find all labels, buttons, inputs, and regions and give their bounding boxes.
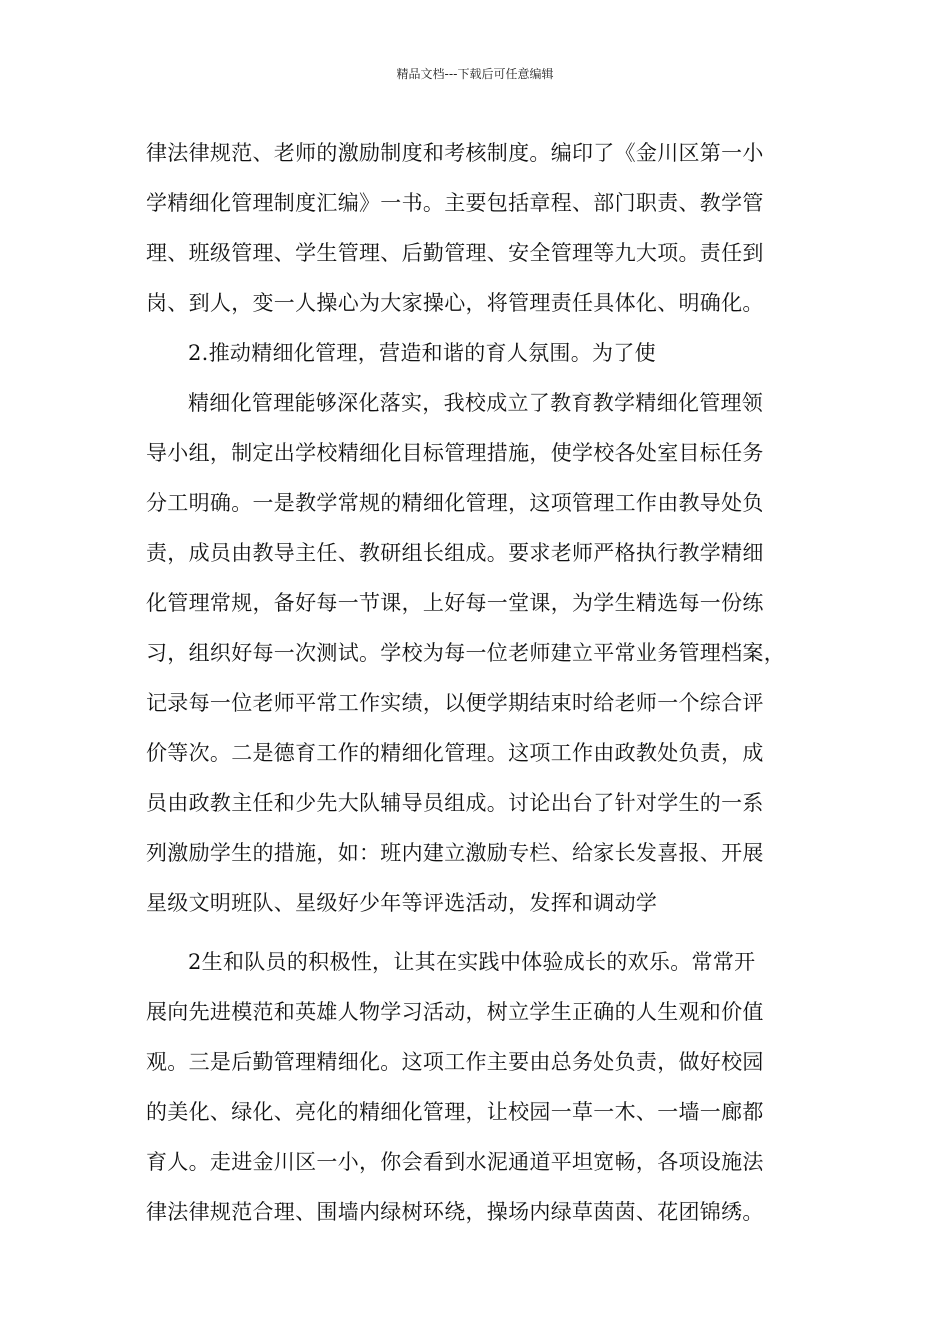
paragraph (146, 128, 826, 328)
page-header: 精品文档---下载后可任意编辑 (396, 67, 554, 81)
document-body (146, 128, 826, 1237)
text-line: 育人。走进金川区一小，你会看到水泥通道平坦宽畅，各项设施法 (146, 1150, 764, 1174)
text-line: 2生和队员的积极性，让其在实践中体验成长的欢乐。常常开 (188, 950, 756, 974)
text-line: 分工明确。一是教学常规的精细化管理，这项管理工作由教导处负 (146, 491, 764, 515)
paragraph (146, 378, 826, 928)
paragraph (146, 328, 826, 378)
text-line: 2.推动精细化管理，营造和谐的育人氛围。为了使 (188, 341, 656, 365)
text-line: 习，组织好每一次测试。学校为每一位老师建立平常业务管理档案， (146, 641, 785, 665)
text-line: 学精细化管理制度汇编》一书。主要包括章程、部门职责、教学管 (146, 191, 764, 215)
text-line: 精细化管理能够深化落实，我校成立了教育教学精细化管理领 (188, 391, 764, 415)
paragraph-gap (146, 928, 826, 937)
text-line: 展向先进模范和英雄人物学习活动，树立学生正确的人生观和价值 (146, 1000, 764, 1024)
text-line: 记录每一位老师平常工作实绩，以便学期结束时给老师一个综合评 (146, 691, 764, 715)
text-line: 化管理常规，备好每一节课，上好每一堂课，为学生精选每一份练 (146, 591, 764, 615)
text-line: 律法律规范合理、围墙内绿树环绕，操场内绿草茵茵、花团锦绣。 (146, 1200, 764, 1224)
text-line: 观。三是后勤管理精细化。这项工作主要由总务处负责，做好校园 (146, 1050, 764, 1074)
text-line: 岗、到人，变一人操心为大家操心，将管理责任具体化、明确化。 (146, 291, 764, 315)
text-line: 律法律规范、老师的激励制度和考核制度。编印了《金川区第一小 (146, 141, 764, 165)
text-line: 责，成员由教导主任、教研组长组成。要求老师严格执行教学精细 (146, 541, 764, 565)
text-line: 员由政教主任和少先大队辅导员组成。讨论出台了针对学生的一系 (146, 791, 764, 815)
text-line: 导小组，制定出学校精细化目标管理措施，使学校各处室目标任务 (146, 441, 764, 465)
text-line: 理、班级管理、学生管理、后勤管理、安全管理等九大项。责任到 (146, 241, 764, 265)
text-line: 价等次。二是德育工作的精细化管理。这项工作由政教处负责，成 (146, 741, 764, 765)
text-line: 列激励学生的措施，如：班内建立激励专栏、给家长发喜报、开展 (146, 841, 764, 865)
paragraph (146, 937, 826, 1237)
text-line: 星级文明班队、星级好少年等评选活动，发挥和调动学 (146, 891, 658, 915)
text-line: 的美化、绿化、亮化的精细化管理，让校园一草一木、一墙一廊都 (146, 1100, 764, 1124)
